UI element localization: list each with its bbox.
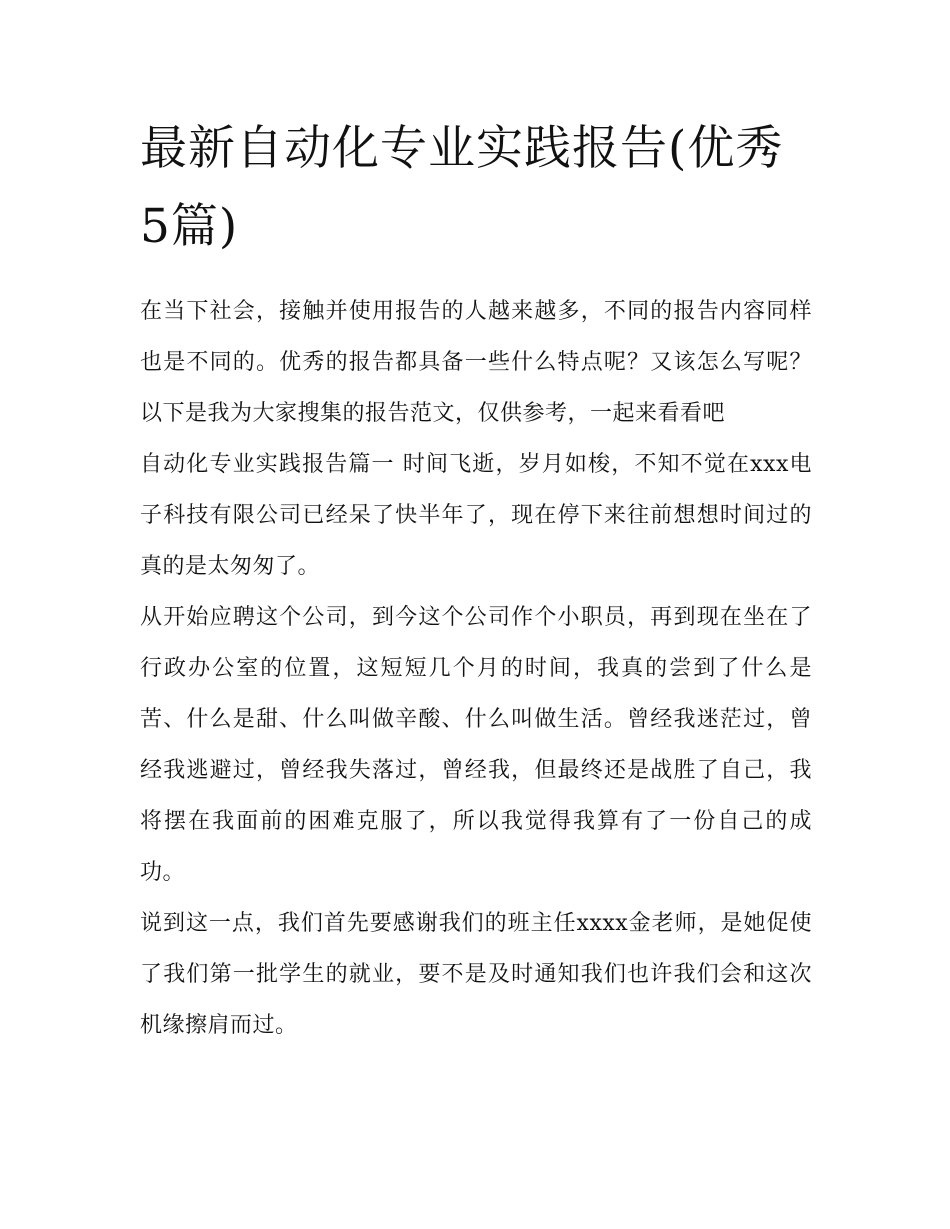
body-paragraph-2: 从开始应聘这个公司，到今这个公司作个小职员，再到现在坐在了行政办公室的位置，这短短几个月的时间，我真的尝到了什么是苦、什么是甜、什么叫做辛酸、什么叫做生活。曾经我迷茫过，曾经我逃避过，曾经我失落过，曾经我，但最终还是战胜了自己，我将摆在我面前的困难克服了，所以我觉得我算有了一份自己的成功。 — [140, 605, 812, 885]
intro-paragraph: 在当下社会，接触并使用报告的人越来越多，不同的报告内容同样也是不同的。优秀的报告都具备一些什么特点呢？又该怎么写呢？以下是我为大家搜集的报告范文，仅供参考，一起来看看吧 — [140, 299, 812, 426]
body-paragraph-1: 自动化专业实践报告篇一 时间飞逝，岁月如梭，不知不觉在xxx电子科技有限公司已经呆了快半年了，现在停下来往前想想时间过的真的是太匆匆了。 — [140, 452, 812, 579]
document-page — [140, 110, 812, 1051]
body-paragraph-3: 说到这一点，我们首先要感谢我们的班主任xxxx金老师，是她促使了我们第一批学生的就业，要不是及时通知我们也许我们会和这次机缘擦肩而过。 — [140, 911, 812, 1038]
document-title: 最新自动化专业实践报告(优秀5篇) — [140, 121, 784, 254]
